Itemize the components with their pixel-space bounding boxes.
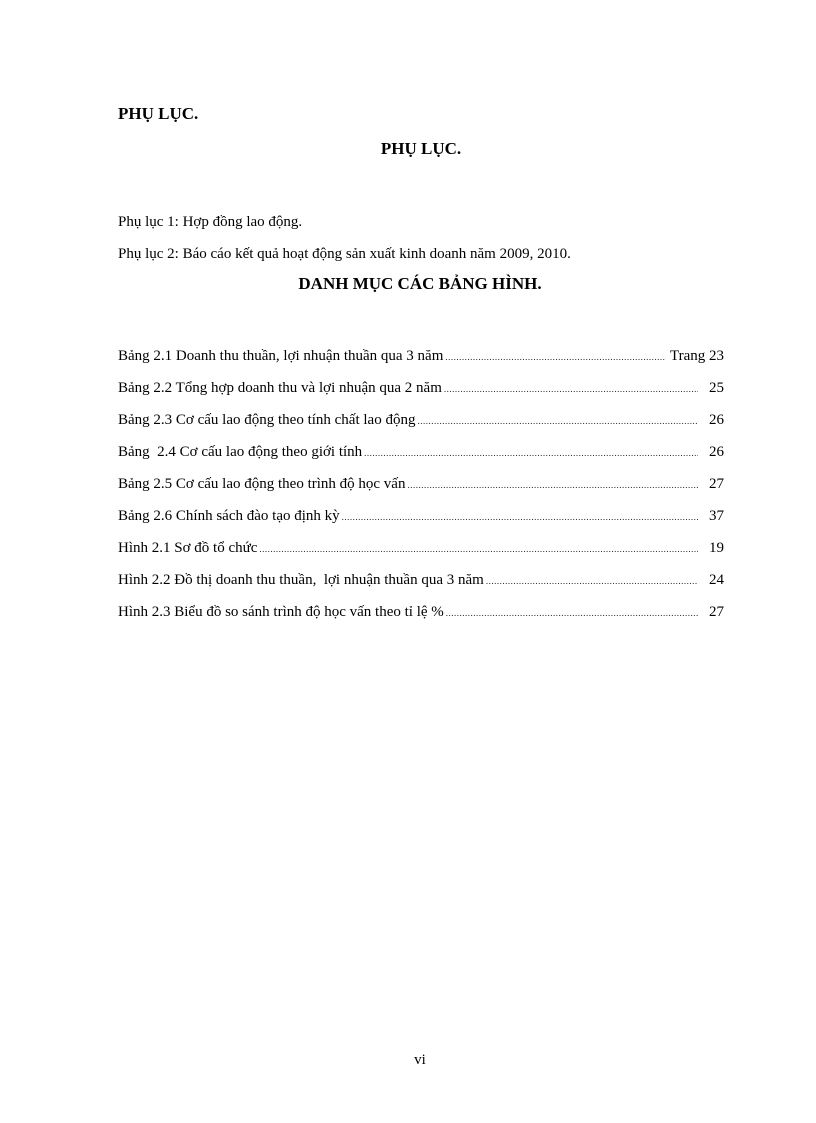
toc-dot-leader [446,597,698,629]
toc-entry [118,340,724,372]
toc-dot-leader [445,341,666,373]
toc-entry [118,372,724,404]
toc-dot-leader [444,373,698,405]
toc-entry-label: Hình 2.2 Đồ thị doanh thu thuần, lợi nhuận thuần qua 3 năm [118,572,484,588]
appendix-title: PHỤ LỤC. [380,139,462,158]
toc-entry-page: 27 [709,476,724,492]
toc-dot-leader [259,533,698,565]
toc-entry-label: Bảng 2.2 Tổng hợp doanh thu và lợi nhuận qua 2 năm [118,380,442,396]
toc-entry-page: 27 [709,604,724,620]
toc-entry-label: Hình 2.3 Biểu đồ so sánh trình độ học vấn theo tỉ lệ % [118,604,444,620]
page-number: vi [414,1052,426,1068]
appendix-list [118,206,738,270]
toc-dot-leader [417,405,698,437]
appendix-top-label: PHỤ LỤC. [118,104,199,123]
toc-entry [118,500,724,532]
toc-entry-label: Bảng 2.3 Cơ cấu lao động theo tính chất lao động [118,412,416,428]
toc-entry-page: 19 [709,540,724,556]
appendix-item-1: Phụ lục 1: Hợp đồng lao động. [118,214,303,230]
toc-dot-leader [342,501,698,533]
list-of-tables-title: DANH MỤC CÁC BẢNG HÌNH. [298,274,542,293]
toc-dot-leader [407,469,698,501]
appendix-item-2: Phụ lục 2: Báo cáo kết quả hoạt động sản xuất kinh doanh năm 2009, 2010. [118,246,571,262]
toc-entry-page: 26 [709,412,724,428]
toc-dot-leader [486,565,698,597]
toc-entry-label: Hình 2.1 Sơ đồ tổ chức [118,540,258,556]
toc-entry-label: Bảng 2.1 Doanh thu thuần, lợi nhuận thuần qua 3 năm [118,348,444,364]
toc-entry [118,564,724,596]
toc-entry-label: Bảng 2.5 Cơ cấu lao động theo trình độ học vấn [118,476,406,492]
toc-entry [118,436,724,468]
table-of-figures [118,340,724,628]
toc-entry-page: 25 [709,380,724,396]
toc-entry [118,532,724,564]
toc-entry [118,404,724,436]
toc-entry [118,596,724,628]
toc-entry-page: 24 [709,572,724,588]
toc-entry-page: 26 [709,444,724,460]
toc-entry [118,468,724,500]
toc-entry-label: Bảng 2.4 Cơ cấu lao động theo giới tính [118,444,363,460]
toc-dot-leader [364,437,698,469]
toc-entry-label: Bảng 2.6 Chính sách đào tạo định kỳ [118,508,340,524]
toc-entry-page: 37 [709,508,724,524]
toc-entry-page: Trang 23 [669,348,724,364]
